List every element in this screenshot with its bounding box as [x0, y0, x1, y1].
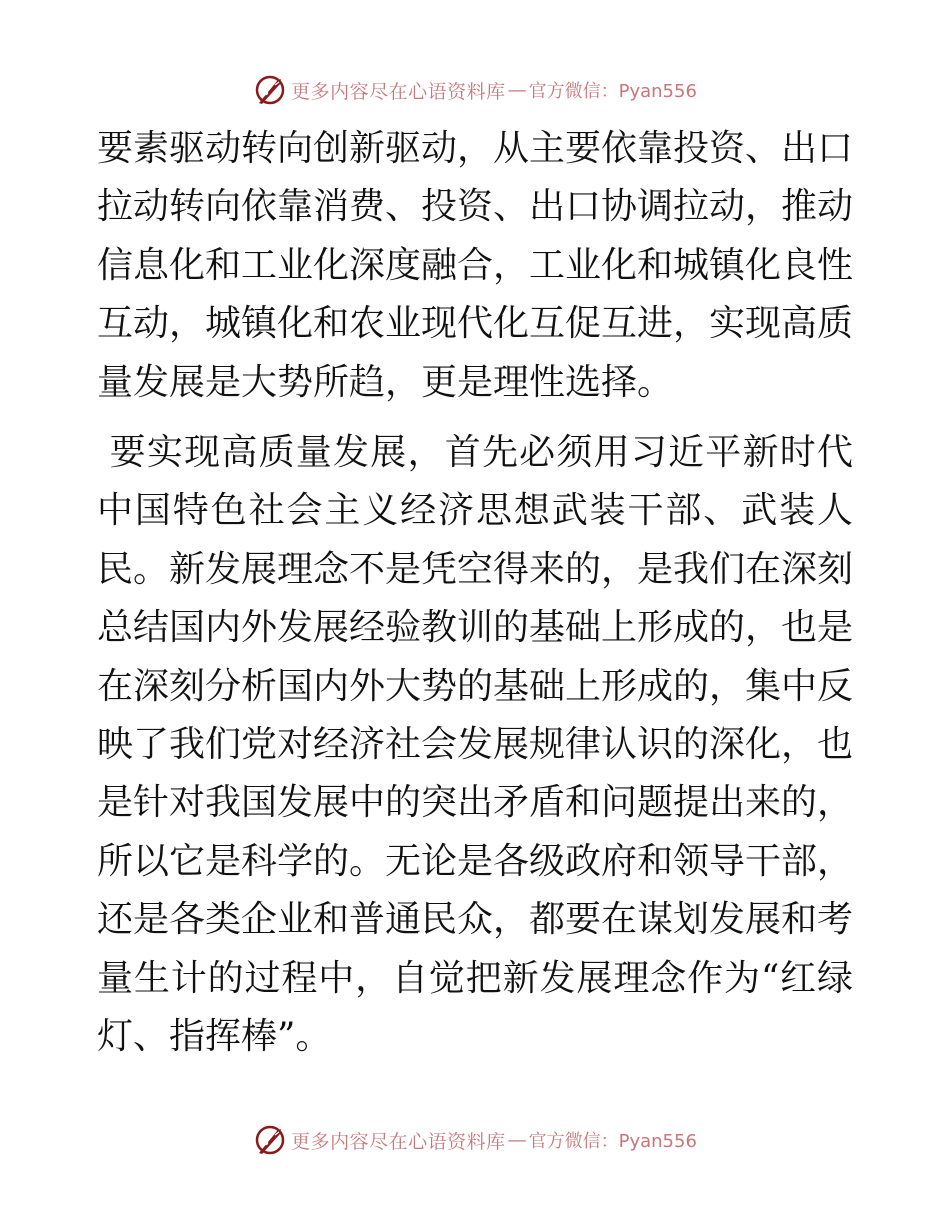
document-body: [97, 120, 853, 1067]
header-banner: [0, 70, 950, 110]
body-paragraph-1: 要素驱动转向创新驱动，从主要依靠投资、出口拉动转向依靠消费、投资、出口协调拉动，推动信息化和工业化深度融合，工业化和城镇化良性互动，城镇化和农业现代化互促互进，实现高质量发展是大势所趋，更是理性选择。: [97, 128, 854, 403]
banner-brand-text: 更多内容尽在心语资料库: [291, 80, 506, 103]
quill-pen-logo-icon: [253, 73, 287, 107]
body-paragraph-2: 要实现高质量发展，首先必须用习近平新时代中国特色社会主义经济思想武装干部、武装人民。新发展理念不是凭空得来的，是我们在深刻总结国内外发展经验教训的基础上形成的，也是在深刻分析国内外大势的基础上形成的，集中反映了我们党对经济社会发展规律认识的深化，也是针对我国发展中的突出矛盾和问题提出来的，所以它是科学的。无论是各级政府和领导干部，还是各类企业和普通民众，都要在谋划发展和考量生计的过程中，自觉把新发展理念作为“红绿灯、指挥棒”。: [97, 432, 854, 1058]
footer-banner: [0, 1120, 950, 1160]
banner-brand-text: 更多内容尽在心语资料库: [291, 1130, 506, 1153]
banner-separator: —: [507, 1129, 527, 1151]
banner-wechat-text: 官方微信：Pyan556: [528, 1131, 697, 1152]
quill-pen-logo-icon: [253, 1123, 287, 1157]
banner-wechat-text: 官方微信：Pyan556: [528, 81, 697, 102]
banner-separator: —: [507, 79, 527, 101]
